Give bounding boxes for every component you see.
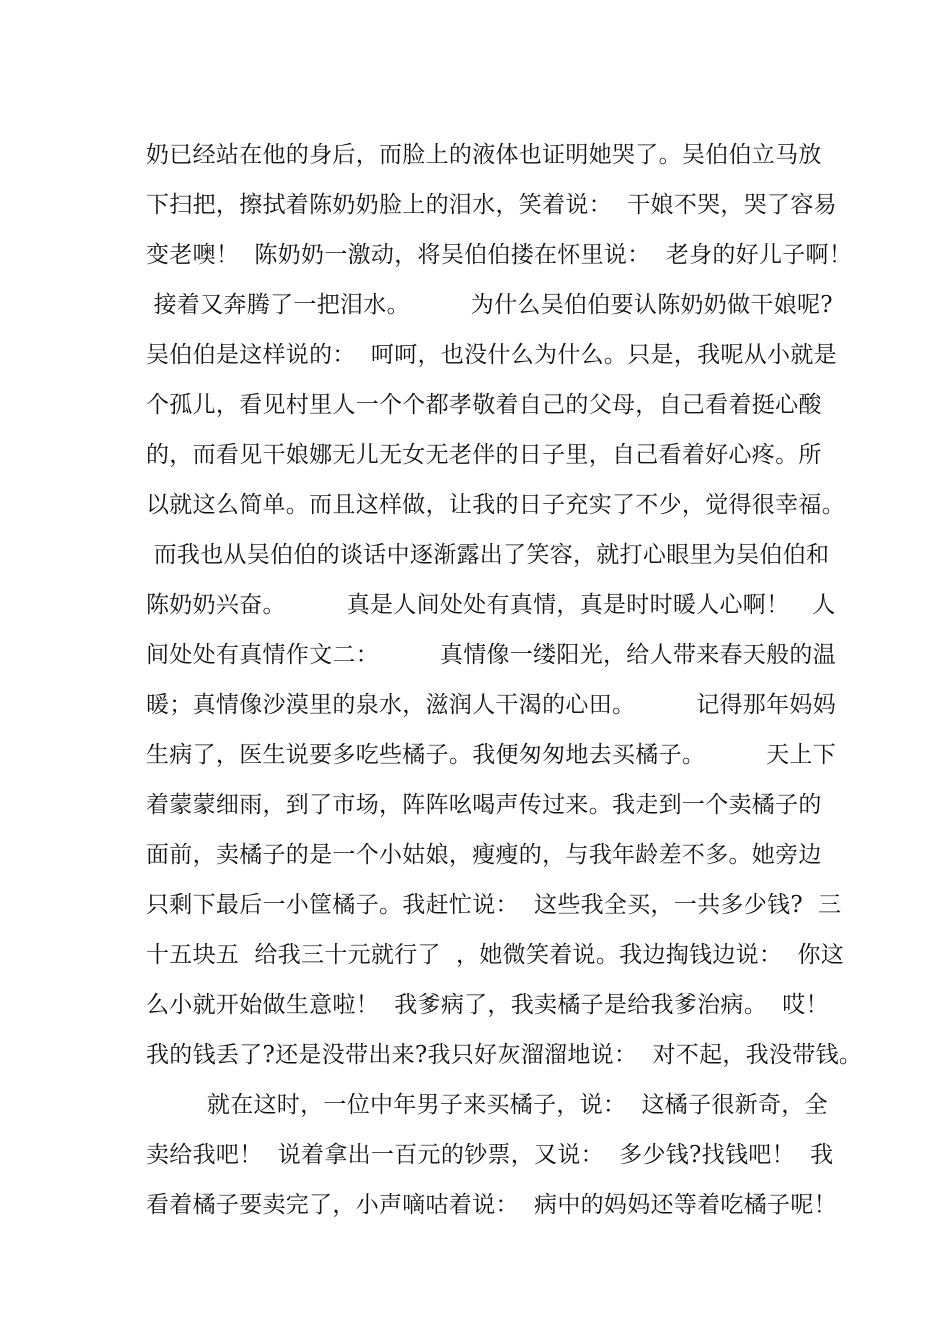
text-line-2: 下扫把，擦拭着陈奶奶脸上的泪水，笑着说： 干娘不哭，哭了容易 (146, 192, 837, 218)
text-line-18: 么小就开始做生意啦！ 我爹病了，我卖橘子是给我爹治病。 哎！ (146, 992, 829, 1018)
text-line-7: 的，而看见干娘娜无儿无女无老伴的日子里，自己看着好心疼。所 (146, 442, 822, 468)
text-line-9: 而我也从吴伯伯的谈话中逐渐露出了笑容，就打心眼里为吴伯伯和 (146, 542, 830, 568)
text-line-19: 我的钱丢了?还是没带出来?我只好灰溜溜地说： 对不起，我没带钱。 (146, 1042, 863, 1068)
text-line-6: 个孤儿，看见村里人一个个都孝敬着自己的父母，自己看着挺心酸 (146, 392, 822, 418)
text-line-4: 接着又奔腾了一把泪水。 为什么吴伯伯要认陈奶奶做干娘呢? (146, 292, 833, 318)
text-line-5: 吴伯伯是这样说的： 呵呵，也没什么为什么。只是，我呢从小就是 (146, 342, 837, 368)
text-line-17: 十五块五 给我三十元就行了 ，她微笑着说。我边掏钱边说： 你这 (146, 942, 845, 968)
text-line-20: 就在这时，一位中年男子来买橘子，说： 这橘子很新奇，全 (146, 1092, 828, 1118)
text-line-14: 着蒙蒙细雨，到了市场，阵阵吆喝声传过来。我走到一个卖橘子的 (146, 792, 822, 818)
text-line-12: 暖；真情像沙漠里的泉水，滋润人干渴的心田。 记得那年妈妈 (146, 692, 836, 718)
text-line-22: 看着橘子要卖完了，小声嘀咕着说： 病中的妈妈还等着吃橘子呢！ (146, 1192, 837, 1218)
text-line-11: 间处处有真情作文二： 真情像一缕阳光，给人带来春天般的温 (146, 642, 836, 668)
text-line-10: 陈奶奶兴奋。 真是人间处处有真情，真是时时暖人心啊！ 人 (146, 592, 836, 618)
text-line-15: 面前，卖橘子的是一个小姑娘，瘦瘦的，与我年龄差不多。她旁边 (146, 842, 822, 868)
text-line-1: 奶已经站在他的身后，而脸上的液体也证明她哭了。吴伯伯立马放 (146, 142, 822, 168)
essay-text (146, 130, 863, 1230)
text-line-21: 卖给我吧！ 说着拿出一百元的钞票，又说： 多少钱?找钱吧！ 我 (146, 1142, 834, 1168)
text-line-16: 只剩下最后一小筐橘子。我赶忙说： 这些我全买，一共多少钱? 三 (146, 892, 842, 918)
text-line-8: 以就这么简单。而且这样做，让我的日子充实了不少，觉得很幸福。 (146, 492, 845, 518)
text-line-3: 变老噢！ 陈奶奶一激动，将吴伯伯搂在怀里说： 老身的好儿子啊！ (146, 242, 853, 268)
text-line-13: 生病了，医生说要多吃些橘子。我便匆匆地去买橘子。 天上下 (146, 742, 836, 768)
